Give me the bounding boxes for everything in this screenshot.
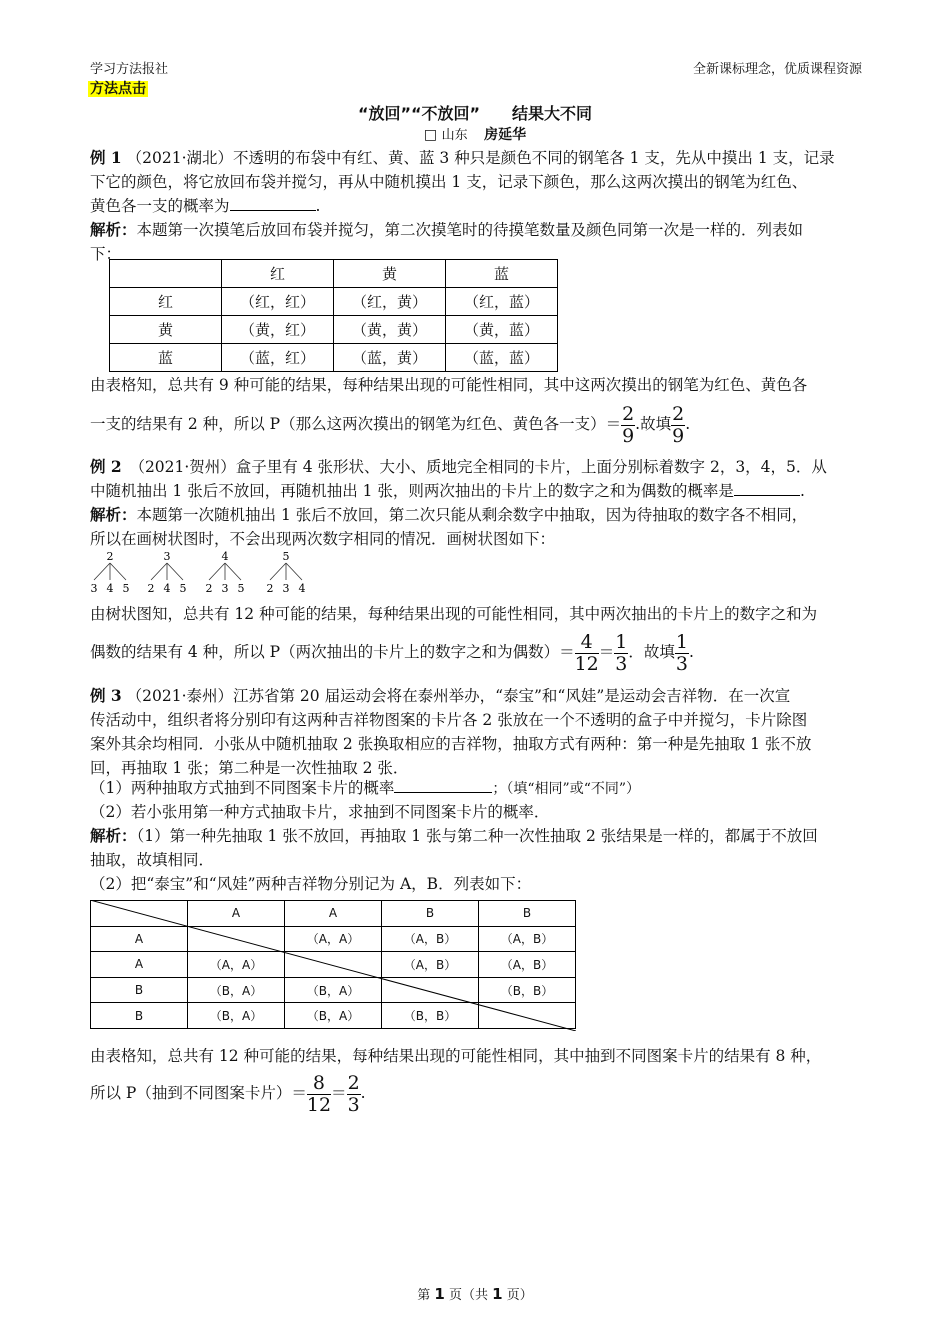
table-cell: B — [479, 901, 576, 927]
table-cell: （黄，黄） — [334, 316, 446, 344]
fraction: $\frac{1}{3}$ — [615, 630, 628, 675]
table-cell: （B，A） — [285, 977, 382, 1003]
fraction: $\frac{1}{3}$ — [675, 630, 688, 675]
ex3-conclusion-line1: 由表格知，总共有 12 种可能的结果，每种结果出现的可能性相同，其中抽到不同图案卡片的结果有 8 种， — [90, 1047, 822, 1065]
table-cell: （A，A） — [285, 926, 382, 952]
tree-leaf: 3 — [221, 582, 229, 594]
tree-branch — [110, 563, 126, 580]
ex3-table-wrap — [90, 900, 576, 1031]
tree-leaf: 5 — [122, 582, 130, 594]
ex1-solution-line1: 解析：本题第一次摸笔后放回布袋并搅匀，第二次摸笔时的待摸笔数量及颜色同第一次是一样的．列表如 — [90, 220, 804, 239]
tree-branch — [209, 563, 225, 580]
table-cell: （B，A） — [188, 977, 285, 1003]
ex3-line3: 案外其余均相同．小张从中随机抽取 2 张换取相应的吉祥物，抽取方式有两种：第一种是先抽取 1 张不放 — [90, 735, 812, 753]
tree-leaf: 4 — [298, 582, 306, 594]
ex3-question2: （2）若小张用第一种方式抽取卡片，求抽到不同图案卡片的概率． — [90, 803, 550, 821]
tree-leaf: 5 — [237, 582, 245, 594]
byline-region: 山东 — [441, 128, 468, 143]
tree-root: 2 — [106, 550, 114, 563]
ex3-question1: （1）两种抽取方式抽到不同图案卡片的概率 ；（填“相同”或“不同”） — [90, 779, 641, 797]
tree-diagram — [88, 548, 318, 594]
diagonal-lines — [90, 900, 576, 1031]
tree-branch — [270, 563, 286, 580]
table-cell: 蓝 — [110, 344, 222, 372]
table-cell: （红，蓝） — [446, 288, 558, 316]
ex3-solution-line2: 抽取，故填相同． — [90, 851, 215, 869]
ex3-line2: 传活动中，组织者将分别印有这两种吉祥物图案的卡片各 2 张放在一个不透明的盒子中并搅匀，卡片除图 — [90, 711, 808, 729]
table-cell: （B，B） — [479, 977, 576, 1003]
fraction: $\frac{2}{9}$ — [672, 402, 685, 447]
table-cell: A — [188, 901, 285, 927]
answer-blank — [734, 495, 800, 496]
table-cell: 黄 — [334, 260, 446, 288]
ex3-conclusion-line2: 所以 P（抽到不同图案卡片）＝ $\frac{8}{12}$ ＝ $\frac{2}{3}$ . — [90, 1071, 366, 1116]
table-cell: （蓝，黄） — [334, 344, 446, 372]
page-number: 1 — [434, 1285, 445, 1303]
header-left: 学习方法报社 — [90, 62, 169, 77]
table-cell: （B，B） — [382, 1003, 479, 1029]
article-title: “放回”“不放回” 结果大不同 — [357, 104, 593, 123]
table-cell: 蓝 — [446, 260, 558, 288]
table-cell: A — [91, 926, 188, 952]
table-header-row — [110, 260, 558, 288]
table-row — [110, 344, 558, 372]
table-cell: （黄，红） — [222, 316, 334, 344]
byline-author: 房延华 — [484, 127, 527, 143]
table-row — [110, 316, 558, 344]
table-cell: （红，红） — [222, 288, 334, 316]
tree-leaf: 4 — [163, 582, 171, 594]
tree-leaf: 3 — [282, 582, 290, 594]
fraction: $\frac{4}{12}$ — [574, 630, 599, 675]
ex2-solution-line1: 解析：本题第一次随机抽出 1 张后不放回，第二次只能从剩余数字中抽取，因为待抽取的数字各不相同， — [90, 505, 808, 524]
table-cell: B — [91, 1003, 188, 1029]
tree-leaf: 3 — [90, 582, 98, 594]
tree-leaf: 4 — [106, 582, 114, 594]
ex2-conclusion-line1: 由树状图知，总共有 12 种可能的结果，每种结果出现的可能性相同，其中两次抽出的卡片上的数字之和为 — [90, 605, 818, 623]
ex1-line3: 黄色各一支的概率为 . — [90, 197, 321, 215]
tree-leaf: 5 — [179, 582, 187, 594]
tree-leaf: 2 — [266, 582, 274, 594]
table-cell: （B，A） — [188, 1003, 285, 1029]
table-cell: A — [91, 952, 188, 978]
table-cell: （黄，蓝） — [446, 316, 558, 344]
byline-box: □ — [423, 127, 438, 143]
ex1-table — [109, 259, 558, 372]
table-cell: 红 — [110, 288, 222, 316]
ex2-label: 例 2 — [90, 457, 122, 476]
table-cell: （A，B） — [382, 926, 479, 952]
table-cell: （A，B） — [382, 952, 479, 978]
tree-root: 3 — [163, 550, 171, 563]
table-cell: A — [285, 901, 382, 927]
tree-branch — [94, 563, 110, 580]
ex2-solution-line2: 所以在画树状图时，不会出现两次数字相同的情况．画树状图如下： — [90, 530, 556, 548]
table-row — [110, 288, 558, 316]
ex1-conclusion-line2: 一支的结果有 2 种，所以 P（那么这两次摸出的钢笔为红色、黄色各一支）＝ $\frac{2}{9}$ .故填 $\frac{2}{9}$ . — [90, 402, 691, 447]
ex1-solution-line2: 下： — [90, 245, 122, 263]
tree-branch — [151, 563, 167, 580]
header-right: 全新课标理念，优质课程资源 — [692, 62, 862, 77]
table-cell: （B，A） — [285, 1003, 382, 1029]
table-cell: （A，B） — [479, 952, 576, 978]
tree-leaf: 2 — [205, 582, 213, 594]
section-badge-text: 方法点击 — [90, 81, 146, 97]
ex3-line1: 例 3 （2021·泰州）江苏省第 20 届运动会将在泰州举办，“泰宝”和“风娃”是运动会吉祥物．在一次宣 — [90, 686, 791, 705]
fraction: $\frac{2}{3}$ — [347, 1071, 360, 1116]
ex1-line2: 下它的颜色，将它放回布袋并搅匀，再从中随机摸出 1 支，记录下颜色，那么这两次摸出的钢笔为红色、 — [90, 173, 808, 191]
ex1-conclusion-line1: 由表格知，总共有 9 种可能的结果，每种结果出现的可能性相同，其中这两次摸出的钢笔为红色、黄色各 — [90, 376, 808, 394]
ex2-line2: 中随机抽出 1 张后不放回，再随机抽出 1 张，则两次抽出的卡片上的数字之和为偶数的概率是 . — [90, 482, 805, 500]
table-cell: （红，黄） — [334, 288, 446, 316]
tree-leaf: 2 — [147, 582, 155, 594]
table-cell: （A，A） — [188, 952, 285, 978]
table-cell: （蓝，红） — [222, 344, 334, 372]
byline — [0, 124, 950, 144]
page-footer: 第 1 页（共 1 页） — [417, 1285, 533, 1303]
tree-branch — [167, 563, 183, 580]
ex2-conclusion-line2: 偶数的结果有 4 种，所以 P（两次抽出的卡片上的数字之和为偶数）＝ $\frac{4}{12}$ ＝ $\frac{1}{3}$ ．故填 $\frac{1}{3}$ . — [90, 630, 694, 675]
ex3-label: 例 3 — [90, 686, 122, 705]
fraction: $\frac{2}{9}$ — [622, 402, 635, 447]
page-total: 1 — [492, 1285, 503, 1303]
tree-root: 4 — [221, 550, 229, 563]
ex3-line4: 回，再抽取 1 张；第二种是一次性抽取 2 张． — [90, 759, 409, 777]
ex1-line1: 例 1 （2021·湖北）不透明的布袋中有红、黄、蓝 3 种只是颜色不同的钢笔各 1 支，先从中摸出 1 支，记录 — [90, 148, 835, 167]
tree-branch — [225, 563, 241, 580]
table-cell: B — [382, 901, 479, 927]
table-cell: （蓝，蓝） — [446, 344, 558, 372]
table-cell — [110, 260, 222, 288]
answer-blank — [394, 792, 492, 793]
fraction: $\frac{8}{12}$ — [306, 1071, 332, 1116]
ex3-solution-line1: 解析：（1）第一种先抽取 1 张不放回，再抽取 1 张与第二种一次性抽取 2 张结果是一样的，都属于不放回 — [90, 826, 818, 845]
table-cell: （A，B） — [479, 926, 576, 952]
ex1-label: 例 1 — [90, 148, 122, 167]
table-cell: 黄 — [110, 316, 222, 344]
answer-blank — [230, 210, 316, 211]
tree-branch — [286, 563, 302, 580]
ex2-line1: 例 2 （2021·贺州）盒子里有 4 张形状、大小、质地完全相同的卡片，上面分别标着数字 2，3，4，5．从 — [90, 457, 827, 476]
table-cell: 红 — [222, 260, 334, 288]
table-cell: B — [91, 977, 188, 1003]
ex3-solution-line3: （2）把“泰宝”和“风娃”两种吉祥物分别记为 A，B．列表如下： — [90, 875, 532, 893]
tree-root: 5 — [282, 550, 290, 563]
section-badge — [88, 78, 148, 98]
